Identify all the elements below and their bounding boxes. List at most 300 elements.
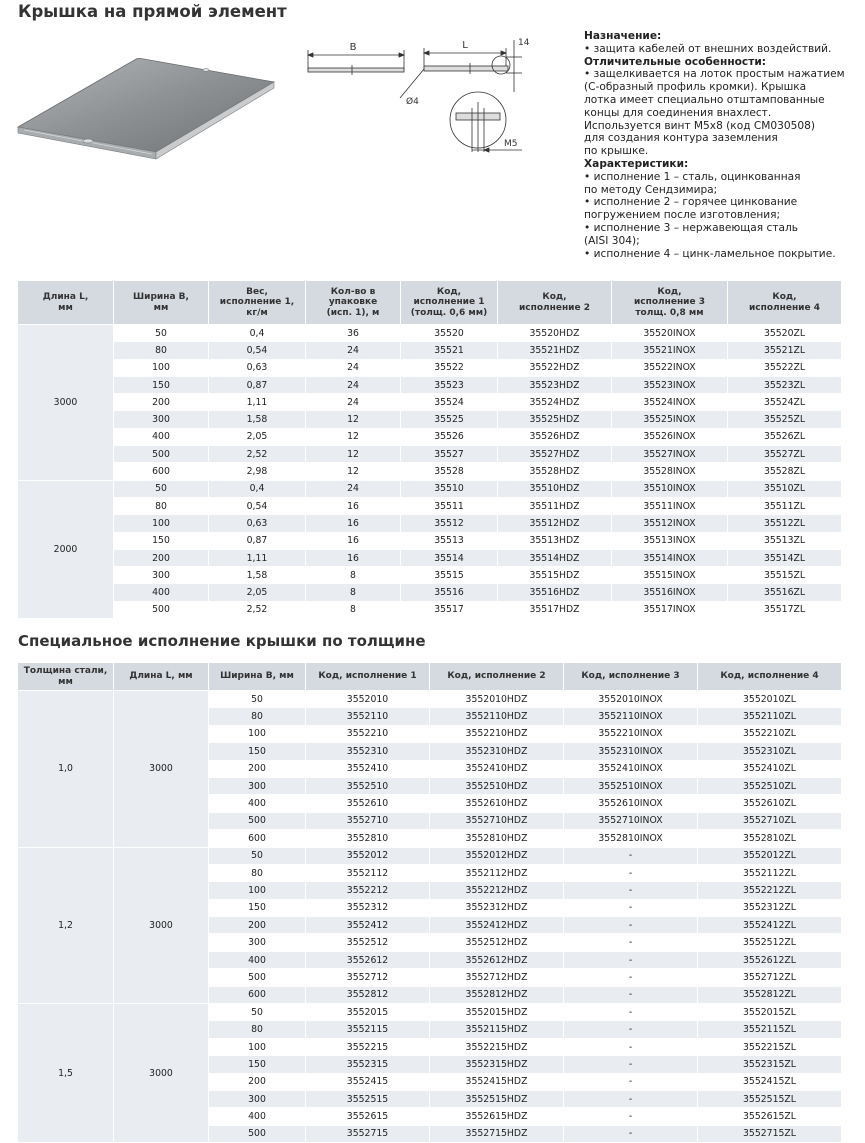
description-line: по крышке. — [584, 145, 649, 158]
table-cell: 3552010HDZ — [430, 691, 564, 708]
table-cell: 35525INOX — [612, 411, 728, 428]
table-header-row — [18, 663, 842, 691]
table-cell: - — [564, 951, 698, 968]
table-cell: 12 — [306, 428, 401, 445]
dim-label-14: 14 — [518, 38, 530, 48]
table-cell: 35527INOX — [612, 446, 728, 463]
table-cell: - — [564, 1004, 698, 1021]
table-row — [18, 411, 842, 428]
table-cell: - — [564, 934, 698, 951]
table-row — [18, 359, 842, 376]
table-cell: 35517 — [401, 601, 498, 618]
table-cell: 12 — [306, 463, 401, 480]
table-cell: 35525HDZ — [498, 411, 612, 428]
table-cell: 3552010 — [306, 691, 430, 708]
table-cell: 35512ZL — [728, 515, 842, 532]
description-line: • исполнение 4 – цинк-ламельное покрытие. — [584, 247, 836, 260]
table-cell: - — [564, 1073, 698, 1090]
table-cell: 3552515HDZ — [430, 1090, 564, 1107]
table-cell: 300 — [209, 1090, 306, 1107]
table-cell: 35522 — [401, 359, 498, 376]
table-row — [18, 532, 842, 549]
table-cell: 100 — [114, 515, 209, 532]
table-cell: 0,63 — [209, 359, 306, 376]
table-cell: 3552612HDZ — [430, 951, 564, 968]
table-cell: 16 — [306, 549, 401, 566]
table-cell: 80 — [114, 497, 209, 514]
table-cell: 35520HDZ — [498, 325, 612, 342]
table-cell: 80 — [209, 1021, 306, 1038]
table-cell: 35525ZL — [728, 411, 842, 428]
table-cell: - — [564, 1056, 698, 1073]
table-cell: 2,98 — [209, 463, 306, 480]
table-cell: 3552410 — [306, 760, 430, 777]
table-row — [18, 601, 842, 618]
table-cell: 3552410ZL — [698, 760, 842, 777]
table-cell: 300 — [209, 777, 306, 794]
table-cell: 3552015HDZ — [430, 1004, 564, 1021]
table-cell: 500 — [209, 969, 306, 986]
table-cell: 3552315HDZ — [430, 1056, 564, 1073]
table-cell: 35510HDZ — [498, 480, 612, 497]
table-cell: 35528HDZ — [498, 463, 612, 480]
table-cell: 35522HDZ — [498, 359, 612, 376]
description-line: • исполнение 3 – нержавеющая сталь — [584, 221, 799, 234]
table-cell: 3552310INOX — [564, 743, 698, 760]
table-cell: 3552112 — [306, 864, 430, 881]
table-cell: 35521HDZ — [498, 342, 612, 359]
table-cell: 0,54 — [209, 342, 306, 359]
table-cell: 0,63 — [209, 515, 306, 532]
table-cell: 3552812HDZ — [430, 986, 564, 1003]
table-cell: - — [564, 1021, 698, 1038]
table-cell: 3552612ZL — [698, 951, 842, 968]
table-cell: 3552715ZL — [698, 1125, 842, 1142]
table-cell: 35514HDZ — [498, 549, 612, 566]
table-cell: 3552315ZL — [698, 1056, 842, 1073]
table-cell: 35513 — [401, 532, 498, 549]
table-cell: 35515INOX — [612, 567, 728, 584]
description-line: по методу Сендзимира; — [584, 183, 718, 196]
table-cell: 3552212HDZ — [430, 882, 564, 899]
table-cell: 50 — [114, 325, 209, 342]
table-cell: 2,05 — [209, 428, 306, 445]
description-line: лотка имеет специально отштампованные — [584, 93, 825, 106]
table-cell: 35512HDZ — [498, 515, 612, 532]
table-cell: 500 — [209, 1125, 306, 1142]
table-cell: 400 — [209, 1108, 306, 1125]
column-header: Код, исполнение 4 — [728, 281, 842, 325]
table-cell: 300 — [209, 934, 306, 951]
table-cell: 8 — [306, 584, 401, 601]
length-cell: 3000 — [114, 691, 209, 848]
table-cell: 3552212 — [306, 882, 430, 899]
dim-label-b: B — [349, 42, 357, 53]
table-cell: 3552110 — [306, 708, 430, 725]
table-cell: 0,54 — [209, 497, 306, 514]
table-cell: - — [564, 899, 698, 916]
table-cell: - — [564, 1125, 698, 1142]
table-cell: 35521 — [401, 342, 498, 359]
table-cell: 3552115ZL — [698, 1021, 842, 1038]
table-cell: 35527 — [401, 446, 498, 463]
table-cell: 35522ZL — [728, 359, 842, 376]
table-cell: 3552810 — [306, 830, 430, 847]
thickness-cell: 1,5 — [18, 1004, 114, 1143]
table-cell: 3552010INOX — [564, 691, 698, 708]
cable-tray-cover-image — [16, 58, 276, 168]
column-header: Кол-во в упаковке (исп. 1), м — [306, 281, 401, 325]
table-cell: 3552412ZL — [698, 917, 842, 934]
table-cell: 16 — [306, 497, 401, 514]
description-line: (AISI 304); — [584, 234, 640, 247]
table-cell: 1,11 — [209, 549, 306, 566]
column-header: Код, исполнение 3 толщ. 0,8 мм — [612, 281, 728, 325]
table-cell: 35527HDZ — [498, 446, 612, 463]
table-cell: 35514 — [401, 549, 498, 566]
table-cell: 200 — [209, 1073, 306, 1090]
table-cell: 0,4 — [209, 325, 306, 342]
table-cell: 3552215HDZ — [430, 1038, 564, 1055]
table-row — [18, 342, 842, 359]
table-cell: 3552710ZL — [698, 812, 842, 829]
table-cell: 200 — [114, 549, 209, 566]
table-cell: 400 — [114, 584, 209, 601]
length-cell: 3000 — [114, 1004, 209, 1143]
table-cell: 3552415HDZ — [430, 1073, 564, 1090]
table-cell: 35512INOX — [612, 515, 728, 532]
table-cell: 50 — [209, 847, 306, 864]
table-cell: 3552410HDZ — [430, 760, 564, 777]
description-heading: Отличительные особенности: — [584, 55, 766, 68]
table-cell: - — [564, 917, 698, 934]
description-line: погружением после изготовления; — [584, 209, 781, 222]
table-cell: 200 — [114, 394, 209, 411]
table-cell: 400 — [209, 951, 306, 968]
table-row — [18, 325, 842, 342]
table-row — [18, 376, 842, 393]
length-cell: 3000 — [18, 325, 114, 481]
table-cell: 35511 — [401, 497, 498, 514]
table-cell: 3552310HDZ — [430, 743, 564, 760]
table-cell: 500 — [114, 601, 209, 618]
table-cell: 35526 — [401, 428, 498, 445]
description-line: • исполнение 2 – горячее цинкование — [584, 196, 798, 209]
section-title: Специальное исполнение крышки по толщине — [18, 632, 426, 650]
table-cell: 3552710 — [306, 812, 430, 829]
table-cell: - — [564, 986, 698, 1003]
dimension-drawing — [300, 32, 532, 162]
description-line: концы для соединения внахлест. — [584, 106, 772, 119]
table-cell: 150 — [114, 532, 209, 549]
description-line: • исполнение 1 – сталь, оцинкованная — [584, 170, 801, 183]
table-cell: 35510 — [401, 480, 498, 497]
dim-label-m5: M5 — [504, 139, 518, 149]
table-cell: 3552512ZL — [698, 934, 842, 951]
column-header: Код, исполнение 1 (толщ. 0,6 мм) — [401, 281, 498, 325]
table-cell: 3552515 — [306, 1090, 430, 1107]
table-cell: 3552812ZL — [698, 986, 842, 1003]
table-cell: 35520INOX — [612, 325, 728, 342]
table-cell: 35524HDZ — [498, 394, 612, 411]
table-cell: 35516INOX — [612, 584, 728, 601]
table-row — [18, 549, 842, 566]
column-header: Код, исполнение 4 — [698, 663, 842, 691]
table-row — [18, 463, 842, 480]
table-cell: 80 — [209, 864, 306, 881]
table-cell: 200 — [209, 760, 306, 777]
dim-label-l: L — [462, 40, 468, 51]
table-cell: 3552712 — [306, 969, 430, 986]
table-row — [18, 515, 842, 532]
table-cell: - — [564, 847, 698, 864]
table-cell: 3552415 — [306, 1073, 430, 1090]
table-cell: 3552110HDZ — [430, 708, 564, 725]
table-cell: 35524 — [401, 394, 498, 411]
table-cell: 3552810INOX — [564, 830, 698, 847]
table-cell: - — [564, 1038, 698, 1055]
table-cell: 16 — [306, 532, 401, 549]
table-cell: 200 — [209, 917, 306, 934]
table-cell: 3552510ZL — [698, 777, 842, 794]
table-cell: 150 — [114, 376, 209, 393]
table-cell: 35521ZL — [728, 342, 842, 359]
column-header: Вес, исполнение 1, кг/м — [209, 281, 306, 325]
table-cell: 3552710HDZ — [430, 812, 564, 829]
table-cell: 150 — [209, 899, 306, 916]
table-cell: 3552212ZL — [698, 882, 842, 899]
table-cell: - — [564, 969, 698, 986]
table-cell: 35510INOX — [612, 480, 728, 497]
table-cell: 35520 — [401, 325, 498, 342]
table-cell: 12 — [306, 411, 401, 428]
table-cell: 35524INOX — [612, 394, 728, 411]
table-cell: 35522INOX — [612, 359, 728, 376]
table-cell: 35524ZL — [728, 394, 842, 411]
table-cell: 2,05 — [209, 584, 306, 601]
table-cell: 3552215 — [306, 1038, 430, 1055]
table-cell: 3552312ZL — [698, 899, 842, 916]
description-heading: Характеристики: — [584, 157, 689, 170]
table-cell: 1,58 — [209, 411, 306, 428]
table-cell: - — [564, 1090, 698, 1107]
table-cell: 24 — [306, 394, 401, 411]
table-cell: 3552112ZL — [698, 864, 842, 881]
description-line: для создания контура заземления — [584, 132, 778, 145]
table-cell: 2,52 — [209, 446, 306, 463]
table-cell: 2,52 — [209, 601, 306, 618]
table-cell: 35511INOX — [612, 497, 728, 514]
table-cell: 3552610HDZ — [430, 795, 564, 812]
table-cell: 35517ZL — [728, 601, 842, 618]
table-header-row — [18, 281, 842, 325]
table-cell: 24 — [306, 359, 401, 376]
table-cell: 24 — [306, 342, 401, 359]
table-cell: 3552515ZL — [698, 1090, 842, 1107]
table-cell: 35526HDZ — [498, 428, 612, 445]
table-cell: - — [564, 1108, 698, 1125]
table-cell: 80 — [114, 342, 209, 359]
table-cell: 3552612 — [306, 951, 430, 968]
table-cell: 24 — [306, 376, 401, 393]
column-header: Длина L, мм — [18, 281, 114, 325]
table-cell: 35511HDZ — [498, 497, 612, 514]
table-cell: 0,87 — [209, 532, 306, 549]
table-cell: 3552510HDZ — [430, 777, 564, 794]
table-cell: 3552412 — [306, 917, 430, 934]
table-cell: 3552615HDZ — [430, 1108, 564, 1125]
table-cell: 3552315 — [306, 1056, 430, 1073]
table-cell: 400 — [114, 428, 209, 445]
table-cell: 35517HDZ — [498, 601, 612, 618]
column-header: Длина L, мм — [114, 663, 209, 691]
table-cell: 100 — [209, 882, 306, 899]
table-row — [18, 847, 842, 864]
table-cell: 1,11 — [209, 394, 306, 411]
table-cell: 35528 — [401, 463, 498, 480]
table-cell: 3552015ZL — [698, 1004, 842, 1021]
dim-label-d4: Ø4 — [406, 97, 419, 107]
table-cell: 35523ZL — [728, 376, 842, 393]
table-cell: 35513ZL — [728, 532, 842, 549]
table-cell: 35528ZL — [728, 463, 842, 480]
table-row — [18, 497, 842, 514]
table-cell: 3552115HDZ — [430, 1021, 564, 1038]
table-cell: 3552110ZL — [698, 708, 842, 725]
table-cell: 300 — [114, 567, 209, 584]
table-cell: 35517INOX — [612, 601, 728, 618]
table-cell: 3552610ZL — [698, 795, 842, 812]
table-cell: 600 — [114, 463, 209, 480]
table-cell: 600 — [209, 986, 306, 1003]
table-cell: 100 — [209, 1038, 306, 1055]
table-cell: 35510ZL — [728, 480, 842, 497]
column-header: Код, исполнение 3 — [564, 663, 698, 691]
specs-table — [17, 280, 842, 619]
table-cell: 35515ZL — [728, 567, 842, 584]
table-cell: 3552412HDZ — [430, 917, 564, 934]
table-cell: 3552810HDZ — [430, 830, 564, 847]
table-cell: 50 — [114, 480, 209, 497]
table-cell: 35525 — [401, 411, 498, 428]
table-cell: 35520ZL — [728, 325, 842, 342]
table-cell: 500 — [114, 446, 209, 463]
table-cell: 3552312HDZ — [430, 899, 564, 916]
description-line: • защита кабелей от внешних воздействий. — [584, 42, 832, 55]
table-cell: 35526INOX — [612, 428, 728, 445]
table-cell: 3552615 — [306, 1108, 430, 1125]
thickness-cell: 1,2 — [18, 847, 114, 1004]
thickness-cell: 1,0 — [18, 691, 114, 848]
table-cell: 35516 — [401, 584, 498, 601]
table-cell: - — [564, 882, 698, 899]
table-cell: 3552115 — [306, 1021, 430, 1038]
table-cell: 3552715 — [306, 1125, 430, 1142]
table-cell: 3552512 — [306, 934, 430, 951]
table-cell: 35527ZL — [728, 446, 842, 463]
table-row — [18, 567, 842, 584]
table-cell: 3552510INOX — [564, 777, 698, 794]
table-cell: 3552312 — [306, 899, 430, 916]
table-cell: 35523HDZ — [498, 376, 612, 393]
table-cell: 16 — [306, 515, 401, 532]
table-cell: 35514INOX — [612, 549, 728, 566]
table-cell: 3552610 — [306, 795, 430, 812]
table-cell: 3552715HDZ — [430, 1125, 564, 1142]
description-heading: Назначение: — [584, 30, 662, 42]
table-cell: 12 — [306, 446, 401, 463]
column-header: Код, исполнение 2 — [430, 663, 564, 691]
table-cell: 3552510 — [306, 777, 430, 794]
table-cell: 3552110INOX — [564, 708, 698, 725]
table-cell: - — [564, 864, 698, 881]
table-row — [18, 1004, 842, 1021]
table-cell: 35516HDZ — [498, 584, 612, 601]
table-cell: 35516ZL — [728, 584, 842, 601]
description-line: (С-образный профиль кромки). Крышка — [584, 81, 807, 94]
table-cell: 3552210ZL — [698, 725, 842, 742]
table-cell: 3552012HDZ — [430, 847, 564, 864]
table-cell: 3552512HDZ — [430, 934, 564, 951]
table-cell: 3552215ZL — [698, 1038, 842, 1055]
length-cell: 3000 — [114, 847, 209, 1004]
page-title: Крышка на прямой элемент — [18, 2, 287, 21]
table-cell: 3552010ZL — [698, 691, 842, 708]
table-cell: 35521INOX — [612, 342, 728, 359]
table-cell: 36 — [306, 325, 401, 342]
table-cell: 35515HDZ — [498, 567, 612, 584]
table-row — [18, 584, 842, 601]
table-cell: 3552310 — [306, 743, 430, 760]
table-row — [18, 480, 842, 497]
table-cell: 150 — [209, 1056, 306, 1073]
table-cell: 0,87 — [209, 376, 306, 393]
table-cell: 50 — [209, 691, 306, 708]
table-cell: 3552710INOX — [564, 812, 698, 829]
table-cell: 35513INOX — [612, 532, 728, 549]
table-cell: 35528INOX — [612, 463, 728, 480]
column-header: Толщина стали, мм — [18, 663, 114, 691]
table-cell: 8 — [306, 601, 401, 618]
table-cell: 3552112HDZ — [430, 864, 564, 881]
table-cell: 600 — [209, 830, 306, 847]
table-cell: 35526ZL — [728, 428, 842, 445]
table-cell: 3552615ZL — [698, 1108, 842, 1125]
table-cell: 3552712HDZ — [430, 969, 564, 986]
table-row — [18, 394, 842, 411]
table-cell: 50 — [209, 1004, 306, 1021]
table-cell: 500 — [209, 812, 306, 829]
table-row — [18, 446, 842, 463]
table-cell: 24 — [306, 480, 401, 497]
table-cell: 3552012 — [306, 847, 430, 864]
table-cell: 35514ZL — [728, 549, 842, 566]
description-line: Используется винт M5x8 (код СМ030508) — [584, 119, 815, 132]
table-cell: 35523INOX — [612, 376, 728, 393]
table-cell: 35515 — [401, 567, 498, 584]
table-cell: 3552210INOX — [564, 725, 698, 742]
thickness-table — [17, 662, 842, 1143]
table-cell: 100 — [209, 725, 306, 742]
table-cell: 3552712ZL — [698, 969, 842, 986]
description-line: • защелкивается на лоток простым нажатием — [584, 68, 845, 81]
table-cell: 3552610INOX — [564, 795, 698, 812]
column-header: Код, исполнение 2 — [498, 281, 612, 325]
table-cell: 8 — [306, 567, 401, 584]
table-cell: 35513HDZ — [498, 532, 612, 549]
table-cell: 35512 — [401, 515, 498, 532]
table-cell: 400 — [209, 795, 306, 812]
